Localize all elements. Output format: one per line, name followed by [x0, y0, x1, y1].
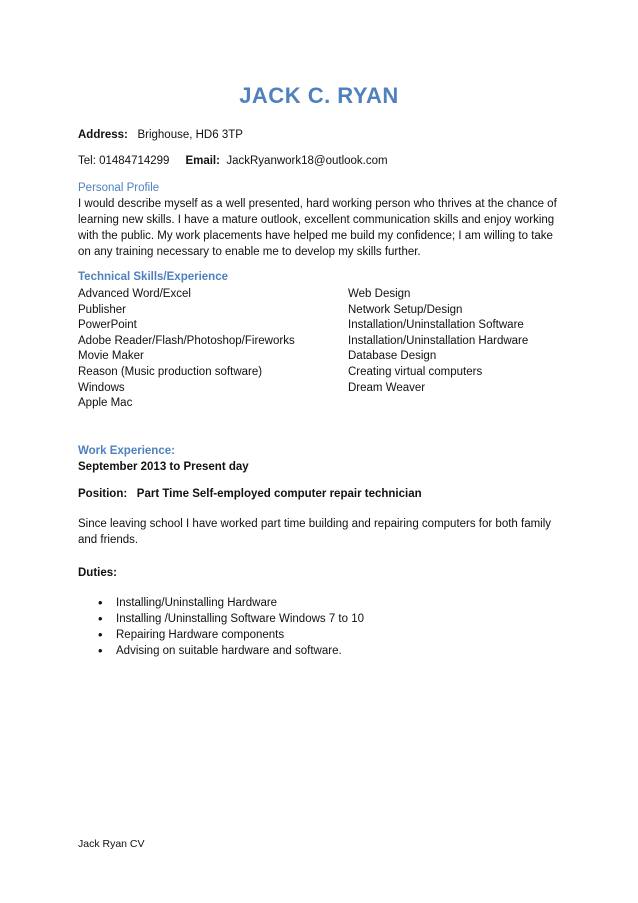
address-value: Brighouse, HD6 3TP: [137, 129, 243, 141]
skill-item: Installation/Uninstallation Hardware: [348, 334, 529, 347]
list-item: • Repairing Hardware components: [94, 627, 364, 643]
duties-list: [94, 595, 364, 659]
page-footer: Jack Ryan CV: [78, 838, 145, 850]
list-item: • Installing /Uninstalling Software Windows 7 to 10: [94, 611, 364, 627]
skill-item: Creating virtual computers: [348, 365, 483, 378]
email-label: Email:: [185, 155, 220, 167]
skill-item: Database Design: [348, 350, 437, 363]
position-line: [78, 486, 422, 502]
skills-list: [78, 287, 558, 412]
address-label: Address:: [78, 129, 128, 141]
skill-item: Windows: [78, 381, 125, 394]
duties-label: Duties:: [78, 567, 117, 579]
skill-item: Advanced Word/Excel: [78, 288, 191, 300]
skill-item: Network Setup/Design: [348, 303, 463, 316]
email-value: JackRyanwork18@outlook.com: [226, 155, 388, 167]
list-item: • Installing/Uninstalling Hardware: [94, 595, 364, 611]
skill-item: Adobe Reader/Flash/Photoshop/Fireworks: [78, 334, 295, 347]
profile-text: I would describe myself as a well presented, hard working person who thrives at the chance of learning new skills. I have a mature outlook, excellent communication skills and enjoy working with the public. My work placements have helped me build my confidence; I am willing to take on any training necessary to enable me to develop my skills further.: [78, 198, 557, 258]
address-line: [78, 127, 243, 143]
skill-item: Publisher: [78, 303, 126, 316]
position-value: Part Time Self-employed computer repair technician: [136, 488, 422, 500]
contact-line: [78, 153, 388, 169]
candidate-name: JACK C. RYAN: [239, 83, 399, 108]
tel-text: Tel: 01484714299: [78, 155, 170, 167]
work-heading: Work Experience:: [78, 445, 175, 457]
position-label: Position:: [78, 488, 128, 500]
list-item: • Advising on suitable hardware and software.: [94, 643, 364, 659]
skill-item: Installation/Uninstallation Software: [348, 319, 524, 332]
skill-item: Apple Mac: [78, 397, 133, 410]
skill-item: PowerPoint: [78, 319, 137, 332]
skill-item: Reason (Music production software): [78, 365, 263, 378]
skills-heading: Technical Skills/Experience: [78, 271, 228, 283]
profile-heading: Personal Profile: [78, 182, 160, 194]
skill-item: Web Design: [348, 288, 411, 300]
work-description: Since leaving school I have worked part time building and repairing computers for both family and friends.: [78, 518, 552, 546]
skill-item: Movie Maker: [78, 350, 144, 363]
work-period: September 2013 to Present day: [78, 461, 249, 473]
skill-item: Dream Weaver: [348, 381, 426, 394]
